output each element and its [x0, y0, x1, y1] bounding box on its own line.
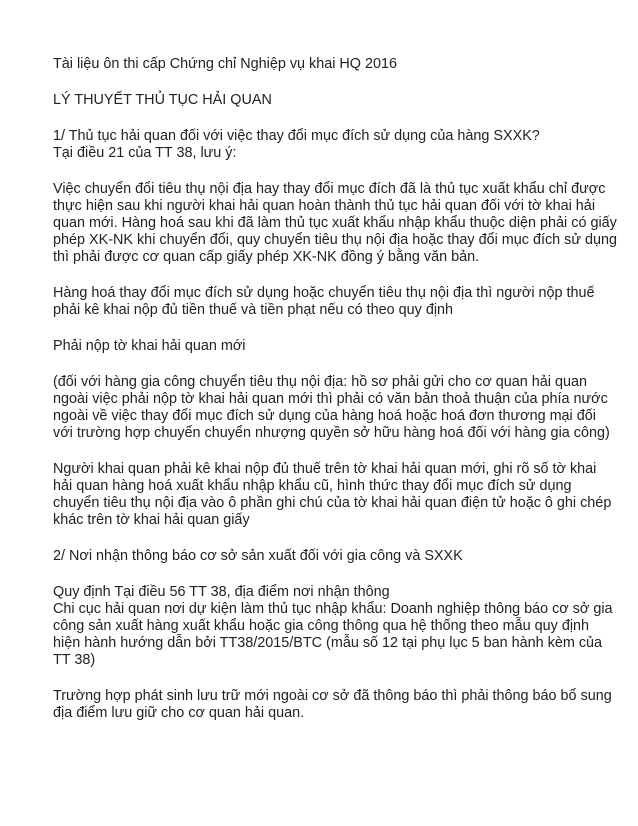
- text-line: địa điểm lưu giữ cho cơ quan hải quan.: [53, 705, 305, 721]
- paragraph: [53, 584, 613, 669]
- text-line: thì phải được cơ quan cấp giấy phép XK-NK đồng ý bằng văn bản.: [53, 249, 480, 265]
- text-line: quan mới. Hàng hoá sau khi đã làm thủ tục xuất khẩu nhập khẩu thuộc diện phải có giấy: [53, 215, 617, 231]
- paragraph: [53, 128, 593, 162]
- text-line: 1/ Thủ tục hải quan đối với việc thay đổi mục đích sử dụng của hàng SXXK?: [53, 128, 540, 144]
- text-line: Việc chuyển đổi tiêu thụ nội địa hay thay đổi mục đích đã là thủ tục xuất khẩu chỉ được: [53, 181, 606, 197]
- document-title: Tài liệu ôn thi cấp Chứng chỉ Nghiệp vụ khai HQ 2016: [53, 56, 398, 72]
- text-line: Trường hợp phát sinh lưu trữ mới ngoài cơ sở đã thông báo thì phải thông báo bổ sung: [53, 688, 612, 704]
- text-line: Người khai quan phải kê khai nộp đủ thuế trên tờ khai hải quan mới, ghi rõ số tờ khai: [53, 461, 597, 477]
- text-line: ngoài về việc thay đổi mục đích sử dụng của hàng hoá hoặc hoá đơn thương mại đối: [53, 408, 596, 424]
- text-line: Quy định Tại điều 56 TT 38, địa điểm nơi nhận thông: [53, 584, 390, 600]
- text-line: hiện hành hướng dẫn bởi TT38/2015/BTC (mẫu số 12 tại phụ lục 5 ban hành kèm của: [53, 635, 603, 651]
- text-line: Phải nộp tờ khai hải quan mới: [53, 338, 246, 354]
- paragraph: [53, 374, 610, 442]
- paragraph: [53, 338, 593, 355]
- text-line: phép XK-NK khi chuyển đổi, quy chuyển tiêu thụ nội địa hoặc thay đổi mục đích sử dụng: [53, 232, 618, 248]
- text-line: Tại điều 21 của TT 38, lưu ý:: [53, 145, 237, 161]
- text-line: thực hiện sau khi người khai hải quan hoàn thành thủ tục hải quan đối với tờ khai hải: [53, 198, 596, 214]
- text-line: Hàng hoá thay đổi mục đích sử dụng hoặc chuyển tiêu thụ nội địa thì người nộp thuế: [53, 285, 595, 301]
- paragraph: [53, 181, 618, 266]
- text-line: ngoài việc phải nộp tờ khai hải quan mới thì phải có văn bản thoả thuận của phía nước: [53, 391, 608, 407]
- text-line: 2/ Nơi nhận thông báo cơ sở sản xuất đối với gia công và SXXK: [53, 548, 463, 564]
- text-line: phải kê khai nộp đủ tiền thuế và tiền phạt nếu có theo quy định: [53, 302, 454, 318]
- paragraph: [53, 548, 593, 565]
- text-line: công sản xuất hàng xuất khẩu hoặc gia công thông qua hệ thống theo mẫu quy định: [53, 618, 590, 634]
- text-line: (đối với hàng gia công chuyển tiêu thụ nội địa: hồ sơ phải gửi cho cơ quan hải quan: [53, 374, 587, 390]
- text-line: hải quan hàng hoá xuất khẩu nhập khẩu cũ, hình thức thay đổi mục đích sử dụng: [53, 478, 572, 494]
- text-line: chuyển tiêu thụ nội địa vào ô phần ghi chú của tờ khai hải quan điện tử hoặc ô ghi chép: [53, 495, 612, 511]
- paragraph: [53, 461, 612, 529]
- text-line: Chi cục hải quan nơi dự kiện làm thủ tục nhập khẩu: Doanh nghiệp thông báo cơ sở gia: [53, 601, 613, 617]
- paragraph: [53, 688, 612, 722]
- paragraph: [53, 285, 593, 319]
- document-body: [53, 56, 618, 741]
- text-line: với trường hợp chuyển chuyển nhượng quyền sở hữu hàng hoá đối với hàng gia công): [53, 425, 610, 441]
- section-heading: LÝ THUYẾT THỦ TỤC HẢI QUAN: [53, 92, 272, 108]
- text-line: khác trên tờ khai hải quan giấy: [53, 512, 250, 528]
- text-line: TT 38): [53, 652, 96, 668]
- paragraph-list: [53, 128, 618, 722]
